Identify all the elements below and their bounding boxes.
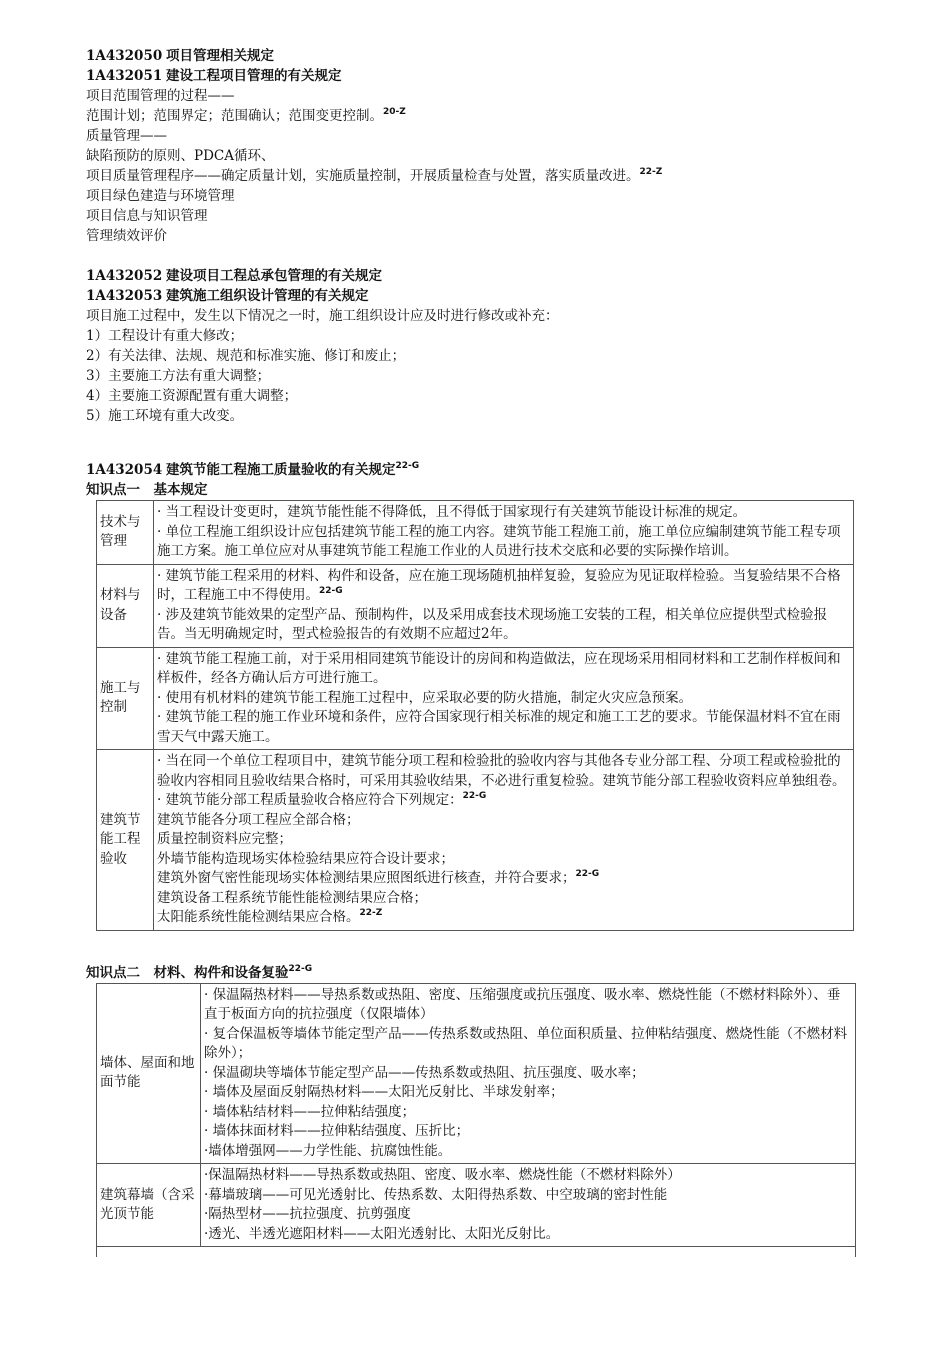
- row-content: [154, 647, 854, 750]
- row-content: [154, 501, 854, 565]
- content-line: ·幕墙玻璃——可见光透射比、传热系数、太阳得热系数、中空玻璃的密封性能: [204, 1186, 668, 1203]
- heading-1a432053: [86, 286, 856, 306]
- content-text: · 当工程设计变更时，建筑节能性能不得降低，且不得低于国家现行有关建筑节能设计标准的规定。: [157, 504, 747, 520]
- body-line: [86, 186, 856, 206]
- content-text: 外墙节能构造现场实体检验结果应符合设计要求；: [157, 850, 454, 867]
- content-line: [157, 869, 850, 889]
- body-line: [86, 126, 856, 146]
- body-line: [86, 106, 856, 126]
- heading-code: 1A432052: [86, 268, 163, 284]
- row-label: 建筑幕墙（含采光顶节能: [97, 1164, 201, 1247]
- exam-tag: 22-Z: [639, 167, 663, 177]
- content-line: [157, 708, 850, 747]
- heading-1a432050: [86, 46, 856, 66]
- content-line: [157, 689, 850, 709]
- document-page: [86, 46, 856, 1257]
- content-line: · 墙体粘结材料——拉伸粘结强度；: [204, 1103, 416, 1120]
- content-text: 建筑设备工程系统节能性能检测结果应合格；: [157, 889, 427, 906]
- heading-text: 建筑施工组织设计管理的有关规定: [166, 288, 369, 304]
- heading-1a432052: [86, 266, 856, 286]
- body-line: 3）主要施工方法有重大调整；: [86, 368, 271, 384]
- heading-1a432054: [86, 460, 856, 480]
- content-line: ·墙体增强网——力学性能、抗腐蚀性能。: [204, 1142, 452, 1159]
- exam-tag: 22-G: [462, 791, 487, 801]
- row-content: [201, 983, 856, 1164]
- content-text: 建筑外窗气密性能现场实体检测结果应照图纸进行核查，并符合要求；: [157, 870, 576, 886]
- line-text: 项目信息与知识管理: [86, 208, 208, 224]
- row-label: 建筑节能工程验收: [97, 750, 154, 931]
- heading-code: 1A432051: [86, 68, 163, 84]
- knowledge-point-2-title: [86, 963, 856, 983]
- row-label: 施工与控制: [97, 647, 154, 750]
- body-line: [86, 166, 856, 186]
- row-content: [154, 750, 854, 931]
- content-text: · 涉及建筑节能效果的定型产品、预制构件，以及采用成套技术现场施工安装的工程，相关单位应提供型式检验报告。当无明确规定时，型式检验报告的有效期不应超过2年。: [157, 606, 828, 642]
- body-line: [86, 226, 856, 246]
- body-line: 1）工程设计有重大修改；: [86, 328, 244, 344]
- content-line: ·透光、半透光遮阳材料——太阳光透射比、太阳光反射比。: [204, 1225, 560, 1242]
- section1-body: [86, 86, 856, 246]
- heading-text: 建筑节能工程施工质量验收的有关规定: [166, 462, 396, 478]
- exam-tag: 22-G: [319, 586, 343, 596]
- content-line: · 墙体及屋面反射隔热材料——太阳光反射比、半球发射率；: [204, 1084, 564, 1100]
- content-line: [157, 523, 850, 562]
- body-line: [86, 86, 856, 106]
- content-line: [157, 791, 850, 811]
- content-text: · 单位工程施工组织设计应包括建筑节能工程的施工内容。建筑节能工程施工前，施工单位应编制建筑节能工程专项施工方案。施工单位应对从事建筑节能工程施工作业的人员进行技术交底和必要的实际操作培训。: [157, 523, 841, 559]
- content-line: · 保温砌块等墙体节能定型产品——传热系数或热阻、抗压强度、吸水率；: [204, 1064, 645, 1081]
- knowledge-point-2-text: 知识点二 材料、构件和设备复验: [86, 964, 289, 981]
- content-text: 太阳能系统性能检测结果应合格。: [157, 909, 360, 925]
- content-text: · 当在同一个单位工程项目中，建筑节能分项工程和检验批的验收内容与其他各专业分部工程、分项工程或检验批的验收内容相同且验收结果合格时，可采用其验收结果，不必进行重复检验。建筑节能分部工程验收资料应单独组卷。: [157, 753, 846, 789]
- content-text: · 建筑节能工程的施工作业环境和条件，应符合国家现行相关标准的规定和施工工艺的要求。节能保温材料不宜在雨雪天气中露天施工。: [157, 709, 841, 745]
- content-text: 质量控制资料应完整；: [157, 831, 292, 847]
- heading-code: 1A432054: [86, 462, 163, 478]
- content-line: ·保温隔热材料——导热系数或热阻、密度、吸水率、燃烧性能（不燃材料除外）: [204, 1167, 681, 1183]
- content-line: [157, 503, 850, 523]
- content-line: · 保温隔热材料——导热系数或热阻、密度、压缩强度或抗压强度、吸水率、燃烧性能（不燃材料除外）、垂直于板面方向的抗拉强度（仅限墙体）: [204, 986, 841, 1022]
- line-text: 管理绩效评价: [86, 228, 167, 244]
- knowledge-point-1-title: 知识点一 基本规定: [86, 482, 208, 498]
- line-text: 项目质量管理程序——确定质量计划，实施质量控制，开展质量检查与处置，落实质量改进。: [86, 168, 640, 184]
- body-line: [86, 206, 856, 226]
- content-line: · 墙体抹面材料——拉伸粘结强度、压折比；: [204, 1123, 470, 1139]
- content-line: [157, 650, 850, 689]
- table-row: [97, 750, 854, 931]
- body-line: 项目施工过程中，发生以下情况之一时，施工组织设计应及时进行修改或补充：: [86, 308, 559, 324]
- line-text: 项目绿色建造与环境管理: [86, 188, 235, 204]
- content-text: 建筑节能各分项工程应全部合格；: [157, 811, 360, 828]
- content-line: [157, 850, 850, 870]
- heading-text: 项目管理相关规定: [166, 48, 274, 64]
- heading-1a432051: [86, 66, 856, 86]
- table-row: [97, 647, 854, 750]
- content-line: ·隔热型材——抗拉强度、抗剪强度: [204, 1206, 411, 1222]
- exam-tag: 22-G: [288, 963, 313, 974]
- row-label: 墙体、屋面和地面节能: [97, 983, 201, 1164]
- content-line: [157, 830, 850, 850]
- content-line: [157, 811, 850, 831]
- exam-tag: 20-Z: [383, 107, 406, 117]
- exam-tag: 22-G: [575, 869, 600, 879]
- line-text: 项目范围管理的过程——: [86, 88, 235, 104]
- content-text: · 建筑节能工程施工前，对于采用相同建筑节能设计的房间和构造做法，应在现场采用相同材料和工艺制作样板间和样板件，经各方确认后方可进行施工。: [157, 650, 841, 686]
- line-text: 缺陷预防的原则、PDCA循环、: [86, 148, 275, 164]
- table-row: [97, 501, 854, 565]
- row-label: 技术与管理: [97, 501, 154, 565]
- line-text: 质量管理——: [86, 128, 167, 144]
- exam-tag: 22-Z: [359, 908, 383, 918]
- heading-text: 建设工程项目管理的有关规定: [166, 68, 342, 84]
- content-text: · 使用有机材料的建筑节能工程施工过程中，应采取必要的防火措施，制定火灾应急预案。: [157, 689, 693, 706]
- content-line: [157, 908, 850, 928]
- row-content: [201, 1164, 856, 1247]
- content-line: [157, 606, 850, 645]
- content-line: [157, 752, 850, 791]
- table-row: [97, 564, 854, 647]
- content-line: [157, 889, 850, 909]
- table-row: [97, 983, 856, 1164]
- content-text: · 建筑节能分部工程质量验收合格应符合下列规定：: [157, 792, 463, 808]
- table-continuation: [96, 1247, 856, 1257]
- content-line: [157, 567, 850, 606]
- heading-code: 1A432050: [86, 48, 163, 64]
- line-text: 范围计划；范围界定；范围确认；范围变更控制。: [86, 108, 383, 124]
- exam-tag: 22-G: [395, 461, 420, 471]
- content-line: · 复合保温板等墙体节能定型产品——传热系数或热阻、单位面积质量、拉伸粘结强度、燃烧性能（不燃材料除外）；: [204, 1025, 848, 1061]
- basic-rules-table: [96, 500, 854, 931]
- row-label: 材料与设备: [97, 564, 154, 647]
- content-text: · 建筑节能工程采用的材料、构件和设备，应在施工现场随机抽样复验，复验应为见证取样检验。当复验结果不合格时，工程施工中不得使用。: [157, 567, 841, 603]
- heading-code: 1A432053: [86, 288, 163, 304]
- heading-text: 建设项目工程总承包管理的有关规定: [166, 268, 382, 284]
- row-content: [154, 564, 854, 647]
- material-retest-table: [96, 983, 856, 1248]
- body-line: 2）有关法律、法规、规范和标准实施、修订和废止；: [86, 348, 406, 364]
- table-row: [97, 1164, 856, 1247]
- section2-body: [86, 306, 856, 426]
- body-line: 4）主要施工资源配置有重大调整；: [86, 388, 298, 404]
- body-line: [86, 146, 856, 166]
- body-line: 5）施工环境有重大改变。: [86, 408, 244, 424]
